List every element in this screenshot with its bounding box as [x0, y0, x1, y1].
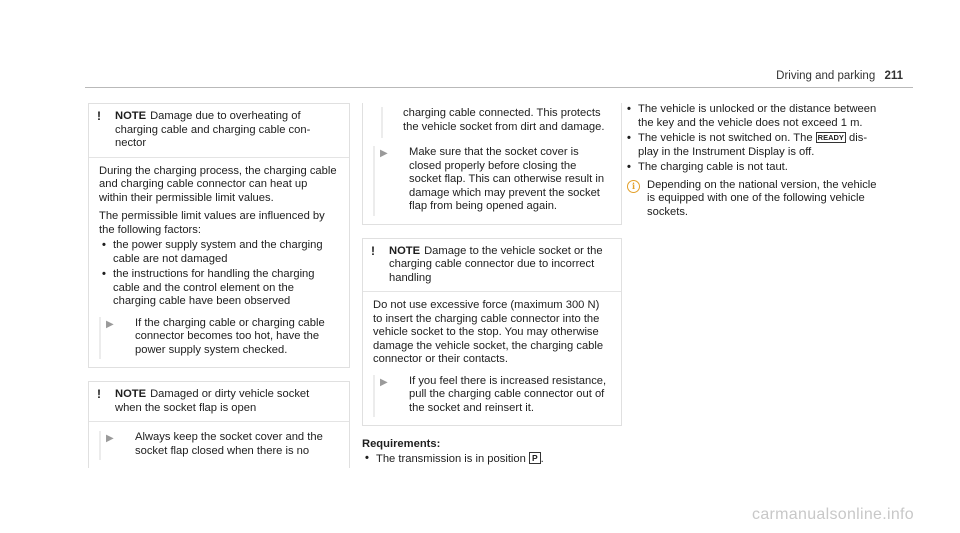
page-header — [0, 70, 913, 88]
step-text: Make sure that the socket cover is closed properly before closing the socket flap. This can otherwise result in damage which may prevent the socket flap from being opened again. — [409, 146, 605, 212]
list-item: • The transmission is in position P . — [362, 452, 622, 467]
list-item: • The vehicle is unlocked or the distance between the key and the vehicle does not exceed 1 m. — [624, 103, 886, 130]
play-arrow-icon: ▶ — [380, 148, 388, 159]
list-item: • The vehicle is not switched on. The READY dis- play in the Instrument Display is off. — [624, 132, 886, 159]
note-label: NOTE — [115, 110, 147, 122]
paragraph: Do not use excessive force (maximum 300 N) to insert the charging cable connector into the vehicle socket to the stop. You may otherwise damage the vehicle socket, the charging cable connector or their contacts. — [373, 299, 604, 365]
section-title: Driving and parking — [776, 70, 876, 82]
instruction-step — [373, 375, 611, 418]
play-arrow-icon: ▶ — [106, 318, 114, 330]
requirements-heading: Requirements: — [362, 438, 441, 450]
header-text — [776, 70, 903, 84]
note-title-text: Damage due to overheating of charging cable and charging cable con- nector — [115, 110, 311, 149]
info-note — [624, 179, 886, 220]
note-title — [89, 104, 349, 158]
info-icon: i — [627, 180, 640, 193]
paragraph: During the charging process, the charging cable and charging cable connector can heat up within their permissible limit values. — [99, 164, 337, 204]
ready-indicator-icon: READY — [817, 133, 844, 142]
step-text: If the charging cable or charging cable connector becomes too hot, have the power supply system checked. — [135, 316, 325, 356]
list-item: • The charging cable is not taut. — [624, 161, 886, 175]
column-3 — [624, 103, 886, 219]
note-body — [89, 422, 349, 468]
step-text: If you feel there is increased resistance, pull the charging cable connector out of the socket and reinsert it. — [409, 374, 607, 414]
note-incorrect-handling — [362, 238, 622, 427]
continued-text: charging cable connected. This protects the vehicle socket from dirt and damage. — [381, 107, 611, 138]
instruction-step — [99, 317, 339, 360]
paragraph: The permissible limit values are influenced by the following factors: — [99, 210, 325, 236]
note-label: NOTE — [115, 388, 147, 400]
requirements-list — [362, 452, 622, 467]
info-text: Depending on the national version, the vehicle is equipped with one of the following vehicle sockets. — [647, 178, 877, 218]
note-title-text: Damage to the vehicle socket or the charging cable connector due to incorrect handling — [389, 244, 603, 284]
warning-icon: ! — [97, 109, 101, 123]
warning-icon: ! — [97, 387, 101, 401]
note-title — [89, 382, 349, 422]
note-body — [363, 292, 621, 425]
note-label: NOTE — [389, 244, 421, 257]
list-item: • the instructions for handling the charging cable and the control element on the charging cable have been observed — [99, 268, 339, 309]
column-1 — [88, 103, 350, 468]
column-2 — [362, 103, 622, 468]
note-dirty-socket — [88, 381, 350, 468]
step-text: Always keep the socket cover and the socket flap closed when there is no — [135, 431, 323, 457]
list-item: • the power supply system and the charging cable are not damaged — [99, 239, 339, 266]
warning-icon: ! — [371, 243, 375, 258]
play-arrow-icon: ▶ — [106, 433, 114, 444]
note-body — [89, 158, 349, 368]
note-continued — [362, 103, 622, 225]
note-title-text: Damaged or dirty vehicle socket when the socket flap is open — [115, 388, 310, 414]
park-position-icon: P — [529, 452, 541, 464]
bullet-list — [99, 239, 339, 309]
note-overheating — [88, 103, 350, 368]
instruction-step — [373, 146, 611, 216]
requirements-list-continued — [624, 103, 886, 175]
header-rule — [85, 87, 913, 88]
note-title — [363, 239, 621, 293]
page-number: 211 — [884, 70, 903, 82]
play-arrow-icon: ▶ — [380, 376, 388, 388]
watermark-text: carmanualsonline.info — [752, 506, 914, 523]
instruction-step — [99, 431, 339, 460]
